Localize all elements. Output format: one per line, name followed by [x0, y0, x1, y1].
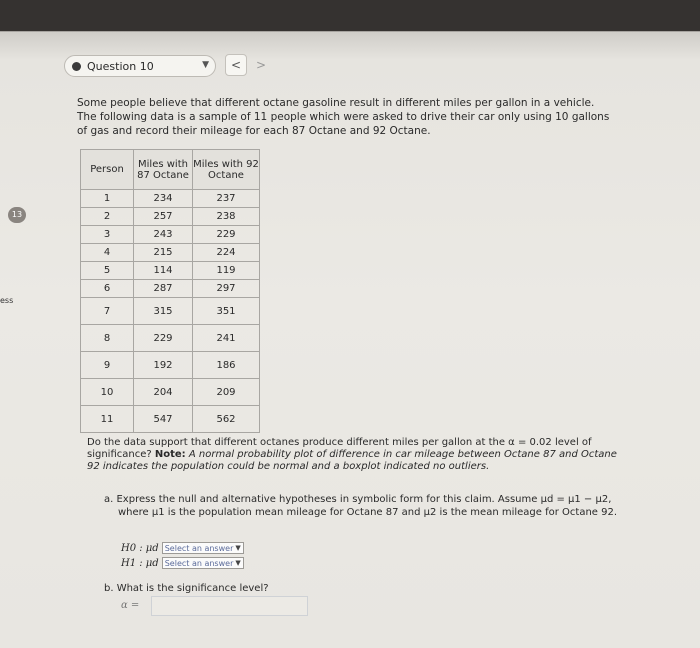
cell-92-octane: 119	[193, 262, 260, 280]
cell-87-octane: 547	[134, 406, 193, 433]
cell-87-octane: 315	[134, 298, 193, 325]
cell-92-octane: 297	[193, 280, 260, 298]
cell-87-octane: 234	[134, 190, 193, 208]
cell-person: 5	[81, 262, 134, 280]
question-title: Question 10	[87, 59, 154, 73]
cell-92-octane: 241	[193, 325, 260, 352]
cell-person: 4	[81, 244, 134, 262]
table-row	[81, 280, 260, 298]
table-row	[81, 379, 260, 406]
part-b-text: b. What is the significance level?	[104, 583, 269, 594]
top-dark-bar	[0, 0, 700, 31]
table-row	[81, 325, 260, 352]
cell-87-octane: 229	[134, 325, 193, 352]
cell-92-octane: 237	[193, 190, 260, 208]
header-92-octane: Miles with 92 Octane	[193, 150, 260, 190]
h0-label: H0 : μd	[121, 542, 159, 554]
table-row	[81, 190, 260, 208]
mileage-table	[80, 149, 260, 433]
h0-select[interactable]	[162, 542, 244, 554]
cell-92-octane: 351	[193, 298, 260, 325]
header-person: Person	[81, 150, 134, 190]
cell-92-octane: 238	[193, 208, 260, 226]
alpha-input[interactable]	[151, 596, 308, 616]
h1-select[interactable]	[162, 557, 244, 569]
cell-87-octane: 114	[134, 262, 193, 280]
cell-person: 9	[81, 352, 134, 379]
cell-person: 11	[81, 406, 134, 433]
chevron-down-icon: ▼	[235, 559, 241, 567]
cell-person: 7	[81, 298, 134, 325]
question-text	[87, 437, 617, 473]
table-row	[81, 208, 260, 226]
cell-87-octane: 204	[134, 379, 193, 406]
part-a-line1: a. Express the null and alternative hypotheses in symbolic form for this claim. Assume μd = μ1 − μ2,	[104, 494, 612, 505]
cell-87-octane: 257	[134, 208, 193, 226]
cell-92-octane: 224	[193, 244, 260, 262]
cell-92-octane: 186	[193, 352, 260, 379]
cell-92-octane: 229	[193, 226, 260, 244]
h1-select-value: Select an answer	[164, 558, 234, 568]
note-text: A normal probability plot of difference in car mileage between Octane 87 and Octane 92 indicates the population could be normal and a boxplot indicated no outliers.	[87, 449, 617, 472]
alpha-label: α =	[121, 600, 140, 611]
h0-row	[121, 542, 244, 554]
cell-92-octane: 562	[193, 406, 260, 433]
cell-person: 1	[81, 190, 134, 208]
cell-87-octane: 192	[134, 352, 193, 379]
table-row	[81, 298, 260, 325]
cell-person: 8	[81, 325, 134, 352]
cell-person: 3	[81, 226, 134, 244]
chevron-down-icon: ▼	[235, 544, 241, 552]
part-a-line2: where μ1 is the population mean mileage for Octane 87 and μ2 is the mean mileage for Octane 92.	[118, 507, 618, 518]
table-row	[81, 226, 260, 244]
part-a-text	[104, 493, 624, 519]
table-row	[81, 406, 260, 433]
header-87-octane: Miles with 87 Octane	[134, 150, 193, 190]
cell-92-octane: 209	[193, 379, 260, 406]
chevron-down-icon: ▼	[202, 60, 209, 70]
cell-87-octane: 243	[134, 226, 193, 244]
next-question-button[interactable]: >	[255, 58, 267, 72]
question-part1: Do the data support that different octanes produce different miles per gallon at the α = 0.02 level of significance?	[87, 437, 592, 460]
h1-label: H1 : μd	[121, 557, 159, 569]
cell-87-octane: 287	[134, 280, 193, 298]
h0-select-value: Select an answer	[164, 543, 234, 553]
question-selector[interactable]	[64, 55, 216, 77]
cell-person: 2	[81, 208, 134, 226]
note-label: Note:	[154, 449, 186, 460]
side-partial-text: ess	[0, 296, 14, 305]
table-row	[81, 244, 260, 262]
cell-person: 10	[81, 379, 134, 406]
table-row	[81, 352, 260, 379]
cell-87-octane: 215	[134, 244, 193, 262]
cell-person: 6	[81, 280, 134, 298]
problem-intro: Some people believe that different octane gasoline result in different miles per gallon in a vehicle. The following data is a sample of 11 people which were asked to drive their car only using 10 gallons of gas and record their mileage for each 87 Octane and 92 Octane.	[77, 97, 610, 137]
previous-question-button[interactable]: <	[225, 54, 247, 76]
question-number-badge[interactable]: 13	[8, 207, 26, 223]
h1-row	[121, 557, 244, 569]
status-dot-icon	[72, 62, 81, 71]
table-row	[81, 262, 260, 280]
